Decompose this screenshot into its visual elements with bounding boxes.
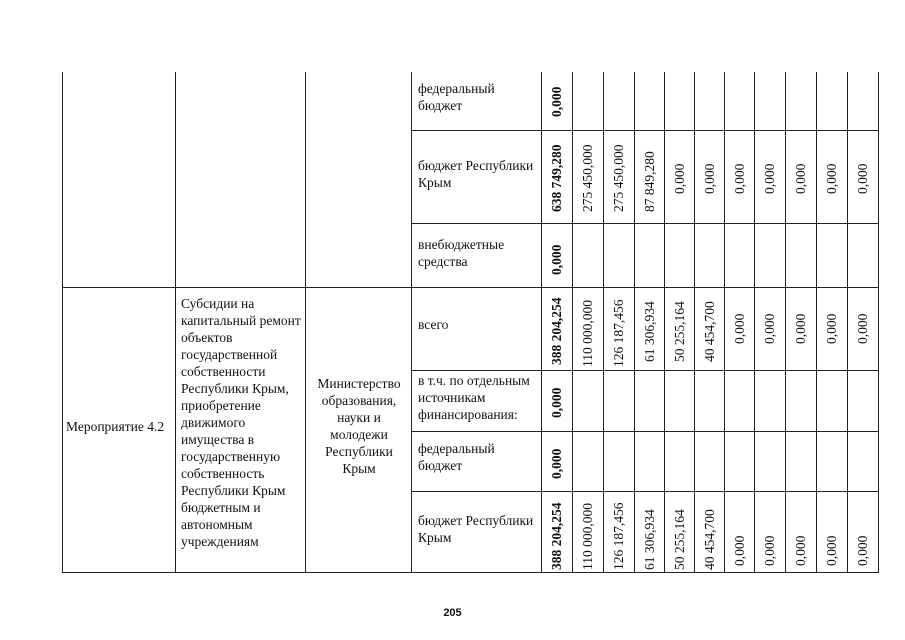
table-border: [305, 72, 306, 572]
table-border: [411, 223, 879, 224]
year-value: 0,000: [762, 313, 777, 344]
table-border: [175, 72, 176, 572]
year-value: 0,000: [762, 163, 777, 194]
year-value: 110 000,000: [580, 300, 595, 367]
table-border: [541, 72, 542, 572]
year-value: 40 454,700: [702, 301, 717, 362]
table-border: [62, 572, 879, 573]
year-value: 87 849,280: [642, 151, 657, 212]
total-value: 0,000: [549, 448, 564, 479]
measure-description: Субсидии на капитальный ремонт объектов государственной собственности Республики Крым, приобретение движимого имущества в государственную собственность Республики Крым бюджетным и автономным учреждениям: [181, 296, 301, 549]
year-value: 0,000: [855, 535, 870, 566]
source-label: в т.ч. по отдельным источникам финансирования:: [418, 373, 530, 422]
table-border: [816, 72, 817, 572]
year-value: 0,000: [855, 163, 870, 194]
table-border: [847, 72, 848, 572]
year-value: 0,000: [824, 313, 839, 344]
table-border: [572, 72, 573, 572]
total-value: 388 204,254: [549, 502, 564, 570]
year-value: 0,000: [855, 313, 870, 344]
year-value: 40 454,700: [702, 509, 717, 570]
table-border: [411, 491, 879, 492]
table-border: [411, 431, 879, 432]
source-label: всего: [418, 317, 449, 332]
total-value: 388 204,254: [549, 297, 564, 365]
year-value: 0,000: [702, 163, 717, 194]
year-value: 50 255,164: [672, 509, 687, 570]
source-label: бюджет Республики Крым: [418, 158, 534, 190]
year-value: 61 306,934: [642, 301, 657, 362]
table-border: [62, 72, 63, 572]
source-label: федеральный бюджет: [418, 81, 495, 113]
executor: Министерство образования, науки и молодежи Республики Крым: [317, 376, 401, 476]
year-value: 0,000: [732, 535, 747, 566]
year-value: 0,000: [672, 163, 687, 194]
table-border: [785, 72, 786, 572]
table-border: [411, 72, 412, 572]
year-value: 0,000: [762, 535, 777, 566]
year-value: 275 450,000: [611, 144, 626, 212]
table-border: [878, 72, 879, 572]
year-value: 0,000: [793, 313, 808, 344]
total-value: 0,000: [549, 387, 564, 418]
table-border: [62, 287, 879, 288]
table-border: [664, 72, 665, 572]
measure-name: Мероприятие 4.2: [66, 419, 165, 434]
table-border: [411, 370, 879, 371]
table-border: [634, 72, 635, 572]
year-value: 0,000: [824, 535, 839, 566]
year-value: 0,000: [732, 313, 747, 344]
total-value: 638 749,280: [549, 144, 564, 212]
year-value: 61 306,934: [642, 509, 657, 570]
table-border: [603, 72, 604, 572]
page-number: 205: [443, 607, 462, 619]
source-label: федеральный бюджет: [418, 441, 495, 473]
year-value: 0,000: [824, 163, 839, 194]
year-value: 50 255,164: [672, 301, 687, 362]
total-value: 0,000: [549, 86, 564, 117]
year-value: 0,000: [793, 163, 808, 194]
source-label: внебюджетные средства: [418, 237, 505, 269]
table-border: [411, 130, 879, 131]
table-border: [724, 72, 725, 572]
table-border: [754, 72, 755, 572]
table-border: [694, 72, 695, 572]
year-value: 110 000,000: [580, 503, 595, 570]
year-value: 275 450,000: [580, 144, 595, 212]
source-label: бюджет Республики Крым: [418, 513, 534, 545]
year-value: 0,000: [793, 535, 808, 566]
year-value: 126 187,456: [611, 502, 626, 570]
year-value: 0,000: [732, 163, 747, 194]
year-value: 126 187,456: [611, 299, 626, 367]
total-value: 0,000: [549, 244, 564, 275]
